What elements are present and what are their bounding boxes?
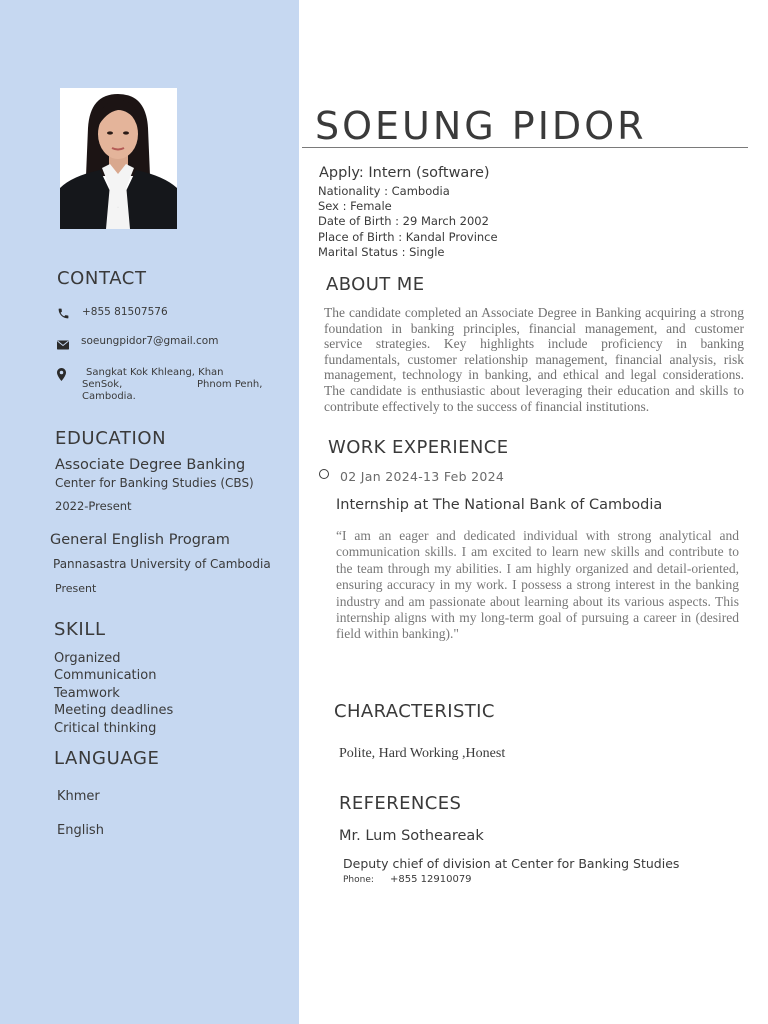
about-text: The candidate completed an Associate Degree in Banking acquiring a strong foundation in banking principles, financial management, and customer service strategies. Key highlights include proficiency in banking fundamentals, customer relationship management, financial analysis, risk management, technology in banking, and ethical and legal considerations. The candidate is enthusiastic about leveraging their education and skills to contribute effectively to the success of financial institutions. — [324, 305, 744, 414]
work-description: “I am an eager and dedicated individual with strong analytical and communication skills. I am excited to learn new skills and contribute to the team through my abilities. I am highly organized and detail-oriented, ensuring accuracy in my work. I possess a strong interest in the banking industry and am passionate about learning about its various aspects. This internship aligns with my long-term goal of pursuing a career in (desired field within banking)." — [336, 528, 739, 642]
characteristic-heading: CHARACTERISTIC — [334, 701, 495, 722]
work-heading: WORK EXPERIENCE — [328, 437, 509, 458]
personal-info-line: Marital Status : Single — [318, 245, 445, 259]
reference-phone-label: Phone: — [343, 875, 374, 885]
education-period: Present — [55, 582, 97, 595]
personal-info-line: Date of Birth : 29 March 2002 — [318, 214, 489, 228]
phone-icon — [57, 305, 71, 319]
skill-item: Teamwork — [54, 686, 120, 701]
education-heading: EDUCATION — [55, 428, 167, 449]
map-pin-icon — [57, 366, 71, 380]
contact-address-line1: Sangkat Kok Khleang, Khan — [86, 367, 224, 378]
contact-heading: CONTACT — [57, 268, 147, 289]
personal-info-line: Nationality : Cambodia — [318, 184, 450, 198]
profile-photo — [60, 88, 177, 229]
contact-address-line2a: SenSok, — [82, 379, 123, 390]
reference-phone[interactable]: +855 12910079 — [390, 874, 472, 885]
name-divider — [302, 147, 748, 148]
personal-info-line: Sex : Female — [318, 199, 392, 213]
about-heading: ABOUT ME — [326, 274, 425, 295]
apply-position: Apply: Intern (software) — [319, 165, 490, 181]
characteristic-text: Polite, Hard Working ,Honest — [339, 746, 506, 761]
skill-item: Organized — [54, 651, 121, 666]
education-school: Center for Banking Studies (CBS) — [55, 476, 254, 490]
work-title: Internship at The National Bank of Cambodia — [336, 497, 663, 513]
skill-item: Meeting deadlines — [54, 703, 174, 718]
skill-item: Communication — [54, 668, 157, 683]
language-heading: LANGUAGE — [54, 748, 160, 769]
skill-item: Critical thinking — [54, 721, 157, 736]
contact-address-line2b: Phnom Penh, — [197, 379, 263, 390]
candidate-name: SOEUNG PIDOR — [315, 104, 647, 148]
education-period: 2022-Present — [55, 499, 132, 513]
skill-heading: SKILL — [54, 619, 106, 640]
references-heading: REFERENCES — [339, 793, 462, 814]
timeline-bullet-icon — [319, 469, 329, 479]
personal-info-line: Place of Birth : Kandal Province — [318, 230, 498, 244]
envelope-icon — [57, 335, 71, 349]
education-school: Pannasastra University of Cambodia — [53, 557, 271, 571]
education-title: General English Program — [50, 532, 230, 548]
education-title: Associate Degree Banking — [55, 457, 246, 473]
language-item: English — [57, 823, 104, 838]
reference-name: Mr. Lum Sotheareak — [339, 828, 484, 844]
contact-phone[interactable]: +855 81507576 — [82, 306, 168, 318]
contact-email[interactable]: soeungpidor7@gmail.com — [81, 335, 219, 347]
work-date: 02 Jan 2024-13 Feb 2024 — [340, 469, 505, 484]
language-item: Khmer — [57, 789, 100, 804]
reference-position: Deputy chief of division at Center for Banking Studies — [343, 856, 680, 871]
contact-address-line3: Cambodia. — [82, 391, 136, 402]
